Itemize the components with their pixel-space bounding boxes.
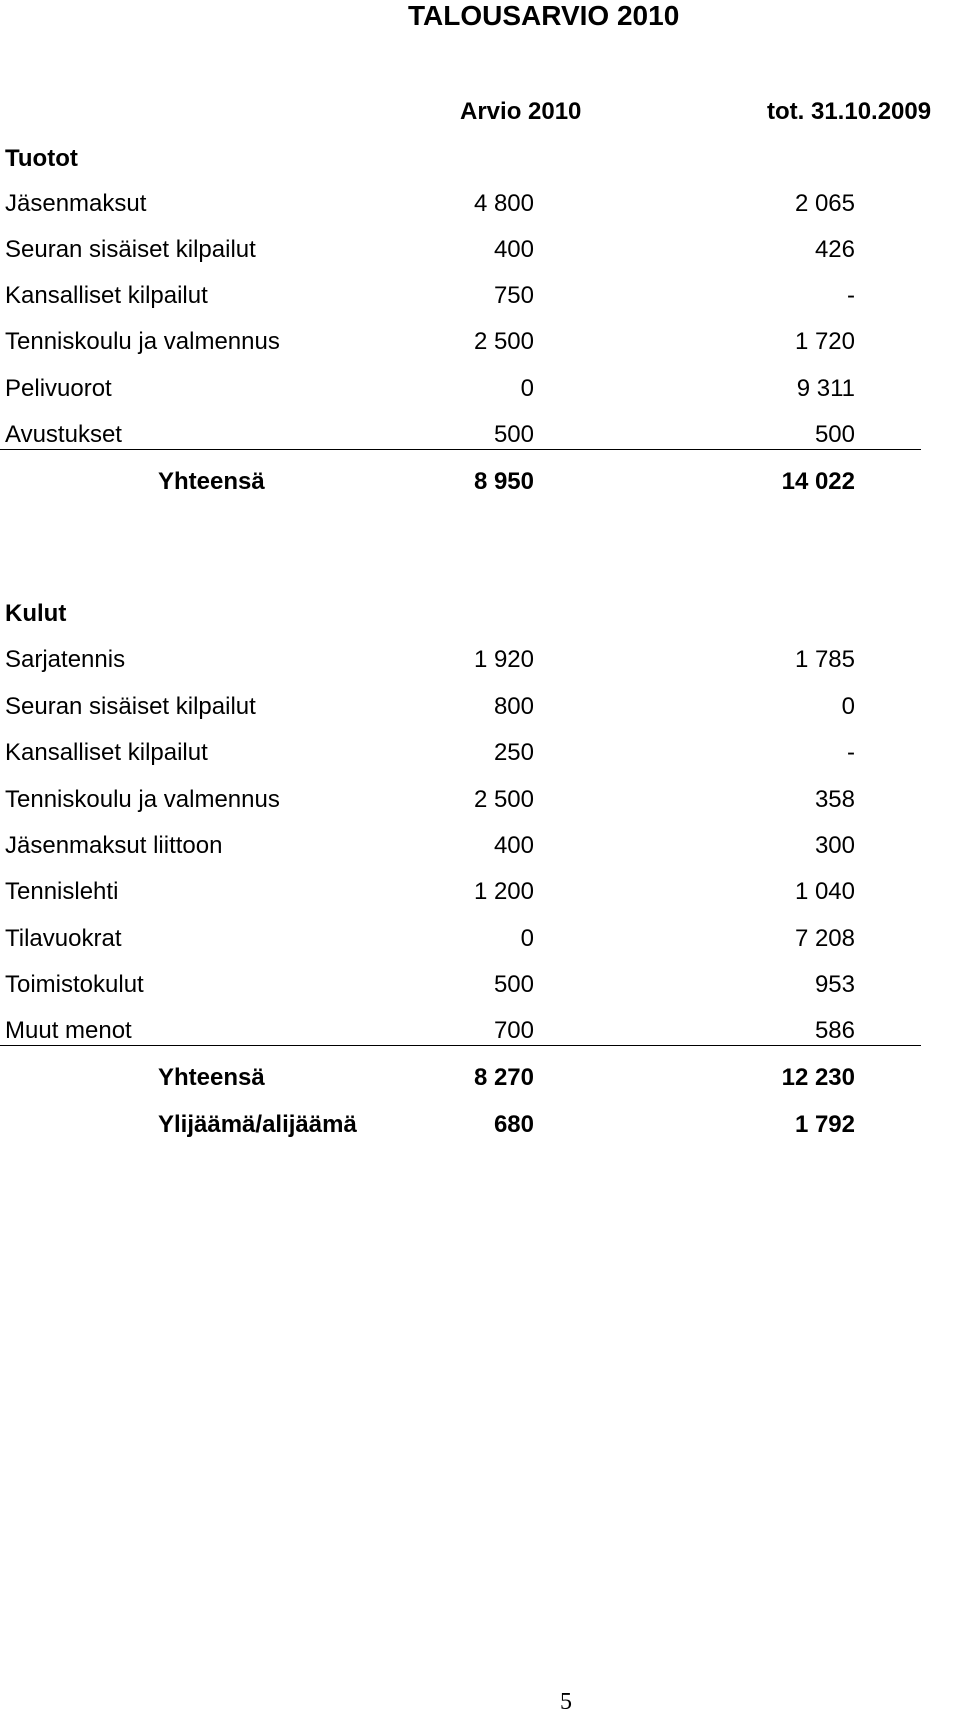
page-number: 5 [560,1689,572,1715]
row-budget-value: 500 [493,421,534,448]
row-budget-value: 750 [493,282,534,309]
row-actual-value: - [847,739,855,766]
row-label: Tilavuokrat [5,925,122,952]
row-budget-value: 0 [520,375,534,402]
row-actual-value: - [847,282,855,309]
row-budget-value: 2 500 [473,786,534,813]
expense-row [0,785,960,815]
surplus-label: Ylijäämä/alijäämä [158,1111,357,1138]
row-budget-value: 1 920 [473,646,534,673]
row-budget-value: 800 [493,693,534,720]
income-row [0,327,960,357]
income-total-row [0,467,960,497]
row-label: Muut menot [5,1017,132,1044]
expenses-total-actual: 12 230 [781,1064,855,1091]
expense-row [0,1016,960,1046]
income-row [0,189,960,219]
income-row [0,374,960,404]
row-actual-value: 300 [814,832,855,859]
row-label: Tenniskoulu ja valmennus [5,328,280,355]
row-label: Sarjatennis [5,646,126,673]
expense-row [0,645,960,675]
column-header-budget: Arvio 2010 [460,98,582,125]
income-total-budget: 8 950 [473,468,534,495]
row-label: Jäsenmaksut liittoon [5,832,223,859]
expense-row [0,924,960,954]
expense-row [0,692,960,722]
row-actual-value: 9 311 [796,375,855,402]
row-actual-value: 7 208 [794,925,855,952]
row-budget-value: 500 [493,971,534,998]
expense-row [0,970,960,1000]
row-label: Avustukset [5,421,122,448]
row-actual-value: 500 [814,421,855,448]
surplus-row [0,1110,960,1140]
expense-row [0,877,960,907]
expenses-total-rule [0,1045,921,1046]
row-budget-value: 400 [493,832,534,859]
row-budget-value: 2 500 [473,328,534,355]
income-heading: Tuotot [5,145,78,172]
column-header-actual: tot. 31.10.2009 [767,98,932,125]
row-actual-value: 1 040 [794,878,855,905]
expenses-total-budget: 8 270 [473,1064,534,1091]
column-header-row [0,97,960,127]
income-total-label: Yhteensä [158,468,265,495]
row-budget-value: 0 [520,925,534,952]
row-label: Kansalliset kilpailut [5,739,208,766]
row-label: Pelivuorot [5,375,112,402]
row-actual-value: 1 785 [794,646,855,673]
row-actual-value: 1 720 [794,328,855,355]
expenses-total-label: Yhteensä [158,1064,265,1091]
row-label: Kansalliset kilpailut [5,282,208,309]
expenses-total-row [0,1063,960,1093]
expense-row [0,831,960,861]
row-actual-value: 953 [814,971,855,998]
row-label: Seuran sisäiset kilpailut [5,693,256,720]
expenses-heading: Kulut [5,600,67,627]
row-budget-value: 700 [493,1017,534,1044]
expense-row [0,738,960,768]
row-budget-value: 250 [493,739,534,766]
row-budget-value: 1 200 [473,878,534,905]
row-budget-value: 400 [493,236,534,263]
row-actual-value: 358 [814,786,855,813]
income-total-actual: 14 022 [781,468,855,495]
income-row [0,235,960,265]
row-actual-value: 2 065 [794,190,855,217]
row-actual-value: 0 [841,693,855,720]
row-label: Seuran sisäiset kilpailut [5,236,256,263]
row-label: Tennislehti [5,878,119,905]
surplus-budget: 680 [493,1111,534,1138]
income-total-rule [0,449,921,450]
row-label: Jäsenmaksut [5,190,147,217]
row-label: Tenniskoulu ja valmennus [5,786,280,813]
income-row [0,420,960,450]
row-label: Toimistokulut [5,971,144,998]
income-row [0,281,960,311]
row-budget-value: 4 800 [473,190,534,217]
row-actual-value: 426 [814,236,855,263]
page-title: TALOUSARVIO 2010 [408,0,680,31]
surplus-actual: 1 792 [794,1111,855,1138]
row-actual-value: 586 [814,1017,855,1044]
